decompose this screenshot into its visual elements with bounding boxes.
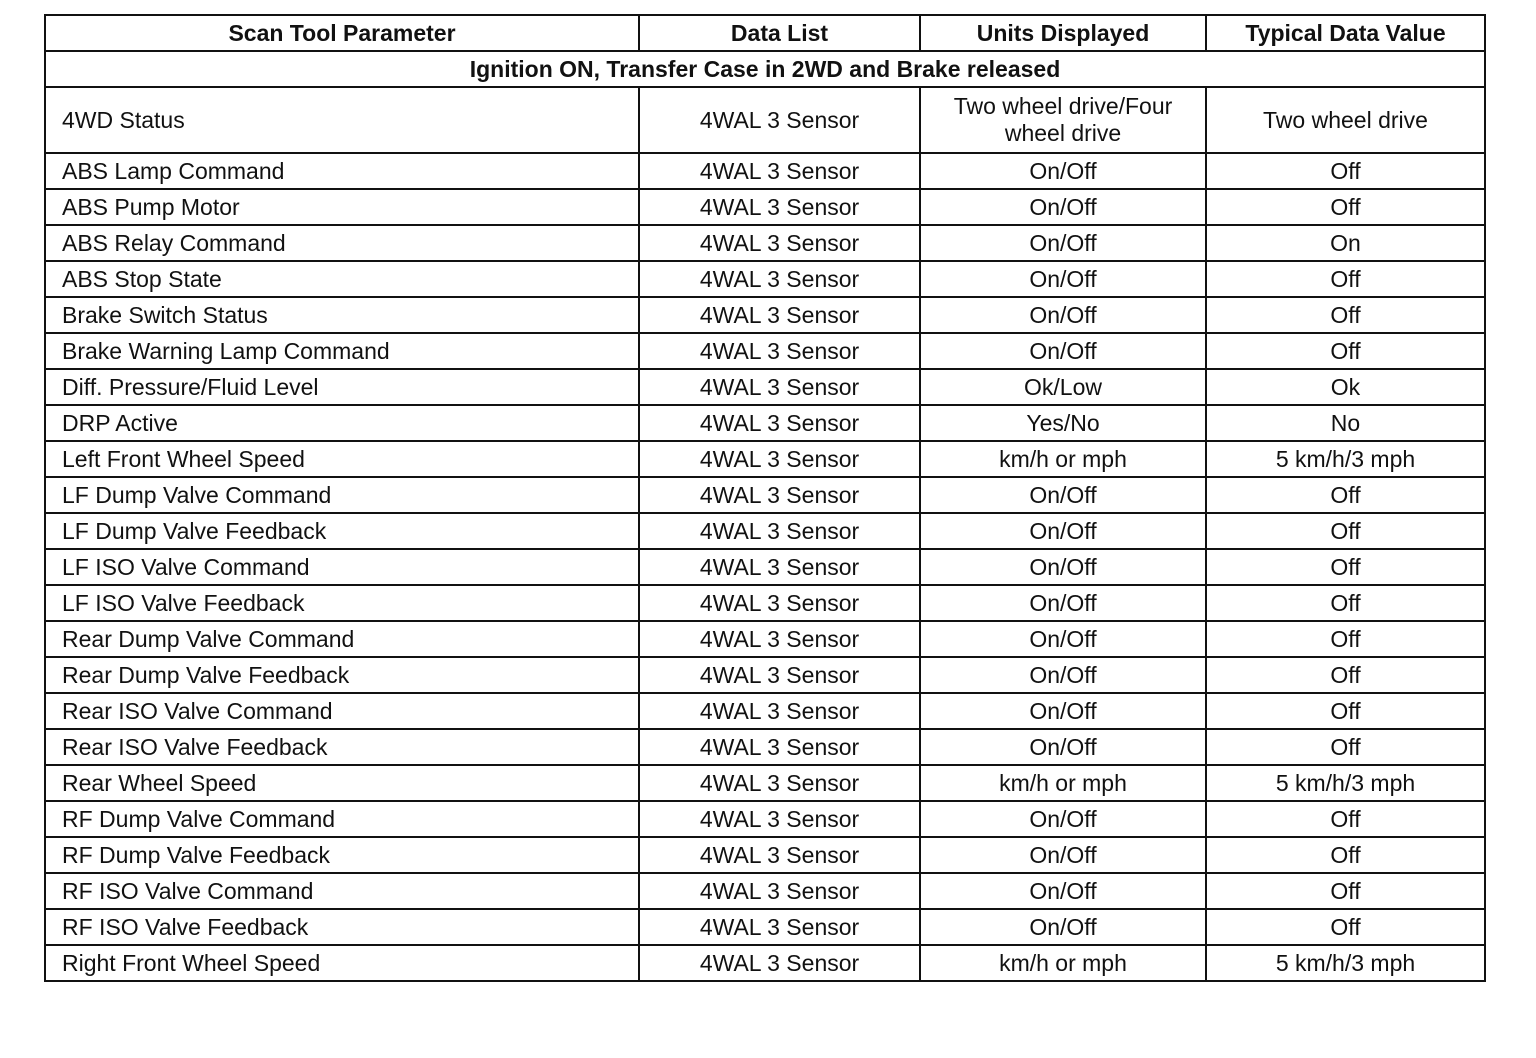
cell-typical-data-value: Off [1206,549,1485,585]
cell-data-list: 4WAL 3 Sensor [639,369,920,405]
table-row [45,621,1485,657]
cell-data-list: 4WAL 3 Sensor [639,153,920,189]
cell-typical-data-value: Two wheel drive [1206,87,1485,153]
cell-typical-data-value: On [1206,225,1485,261]
cell-units-displayed: On/Off [920,729,1206,765]
cell-data-list: 4WAL 3 Sensor [639,225,920,261]
cell-scan-tool-parameter: ABS Lamp Command [45,153,639,189]
cell-units-displayed: Two wheel drive/Four wheel drive [920,87,1206,153]
cell-data-list: 4WAL 3 Sensor [639,909,920,945]
cell-typical-data-value: Off [1206,873,1485,909]
table-row [45,477,1485,513]
cell-units-displayed: On/Off [920,693,1206,729]
section-title: Ignition ON, Transfer Case in 2WD and Brake released [45,51,1485,87]
cell-typical-data-value: Off [1206,333,1485,369]
cell-scan-tool-parameter: 4WD Status [45,87,639,153]
table-body [45,51,1485,981]
table-row [45,441,1485,477]
header-scan-tool-parameter: Scan Tool Parameter [45,15,639,51]
table-row [45,153,1485,189]
cell-data-list: 4WAL 3 Sensor [639,657,920,693]
cell-data-list: 4WAL 3 Sensor [639,261,920,297]
cell-units-displayed: On/Off [920,837,1206,873]
cell-scan-tool-parameter: Left Front Wheel Speed [45,441,639,477]
cell-units-displayed: On/Off [920,153,1206,189]
cell-scan-tool-parameter: Rear Dump Valve Feedback [45,657,639,693]
cell-typical-data-value: Off [1206,693,1485,729]
table-header [45,15,1485,51]
cell-scan-tool-parameter: LF ISO Valve Feedback [45,585,639,621]
cell-typical-data-value: Off [1206,585,1485,621]
cell-scan-tool-parameter: Rear Wheel Speed [45,765,639,801]
cell-data-list: 4WAL 3 Sensor [639,513,920,549]
cell-scan-tool-parameter: Diff. Pressure/Fluid Level [45,369,639,405]
cell-scan-tool-parameter: RF Dump Valve Command [45,801,639,837]
cell-units-displayed: On/Off [920,585,1206,621]
cell-units-displayed: km/h or mph [920,945,1206,981]
cell-typical-data-value: Off [1206,909,1485,945]
scan-tool-data-table [44,14,1486,982]
cell-data-list: 4WAL 3 Sensor [639,621,920,657]
table-row [45,513,1485,549]
cell-scan-tool-parameter: RF Dump Valve Feedback [45,837,639,873]
cell-data-list: 4WAL 3 Sensor [639,837,920,873]
cell-data-list: 4WAL 3 Sensor [639,405,920,441]
table-row [45,693,1485,729]
cell-units-displayed: On/Off [920,621,1206,657]
table-row [45,261,1485,297]
table-row [45,945,1485,981]
cell-typical-data-value: No [1206,405,1485,441]
table-row [45,801,1485,837]
table-row [45,909,1485,945]
section-row [45,51,1485,87]
cell-data-list: 4WAL 3 Sensor [639,87,920,153]
cell-units-displayed: Ok/Low [920,369,1206,405]
header-row [45,15,1485,51]
cell-units-displayed: On/Off [920,513,1206,549]
cell-typical-data-value: Off [1206,801,1485,837]
cell-data-list: 4WAL 3 Sensor [639,801,920,837]
cell-data-list: 4WAL 3 Sensor [639,189,920,225]
cell-data-list: 4WAL 3 Sensor [639,477,920,513]
header-units-displayed: Units Displayed [920,15,1206,51]
cell-units-displayed: Yes/No [920,405,1206,441]
cell-typical-data-value: Off [1206,477,1485,513]
cell-data-list: 4WAL 3 Sensor [639,297,920,333]
cell-typical-data-value: Ok [1206,369,1485,405]
cell-units-displayed: On/Off [920,261,1206,297]
cell-scan-tool-parameter: ABS Relay Command [45,225,639,261]
table-row [45,369,1485,405]
cell-typical-data-value: Off [1206,261,1485,297]
cell-scan-tool-parameter: Brake Warning Lamp Command [45,333,639,369]
cell-units-displayed: On/Off [920,189,1206,225]
cell-units-displayed: On/Off [920,333,1206,369]
cell-scan-tool-parameter: RF ISO Valve Command [45,873,639,909]
table-row [45,837,1485,873]
table-row [45,729,1485,765]
cell-scan-tool-parameter: DRP Active [45,405,639,441]
cell-scan-tool-parameter: ABS Stop State [45,261,639,297]
cell-data-list: 4WAL 3 Sensor [639,729,920,765]
cell-typical-data-value: Off [1206,153,1485,189]
cell-scan-tool-parameter: Rear Dump Valve Command [45,621,639,657]
table-row [45,297,1485,333]
cell-scan-tool-parameter: Rear ISO Valve Command [45,693,639,729]
cell-scan-tool-parameter: RF ISO Valve Feedback [45,909,639,945]
cell-scan-tool-parameter: Rear ISO Valve Feedback [45,729,639,765]
cell-typical-data-value: 5 km/h/3 mph [1206,765,1485,801]
cell-units-displayed: km/h or mph [920,765,1206,801]
table-row [45,549,1485,585]
table-row [45,873,1485,909]
cell-units-displayed: On/Off [920,657,1206,693]
cell-typical-data-value: Off [1206,297,1485,333]
cell-units-displayed: On/Off [920,477,1206,513]
cell-units-displayed: On/Off [920,297,1206,333]
cell-scan-tool-parameter: Brake Switch Status [45,297,639,333]
cell-typical-data-value: Off [1206,729,1485,765]
cell-units-displayed: km/h or mph [920,441,1206,477]
cell-units-displayed: On/Off [920,801,1206,837]
cell-scan-tool-parameter: LF Dump Valve Command [45,477,639,513]
cell-typical-data-value: Off [1206,513,1485,549]
table-row [45,333,1485,369]
cell-data-list: 4WAL 3 Sensor [639,549,920,585]
cell-data-list: 4WAL 3 Sensor [639,333,920,369]
cell-scan-tool-parameter: LF ISO Valve Command [45,549,639,585]
header-typical-data-value: Typical Data Value [1206,15,1485,51]
cell-units-displayed: On/Off [920,873,1206,909]
cell-typical-data-value: 5 km/h/3 mph [1206,945,1485,981]
header-data-list: Data List [639,15,920,51]
table-row [45,405,1485,441]
cell-data-list: 4WAL 3 Sensor [639,765,920,801]
cell-scan-tool-parameter: Right Front Wheel Speed [45,945,639,981]
cell-typical-data-value: Off [1206,657,1485,693]
cell-data-list: 4WAL 3 Sensor [639,945,920,981]
cell-data-list: 4WAL 3 Sensor [639,585,920,621]
cell-units-displayed: On/Off [920,549,1206,585]
cell-typical-data-value: Off [1206,189,1485,225]
cell-typical-data-value: Off [1206,621,1485,657]
table-row [45,87,1485,153]
cell-data-list: 4WAL 3 Sensor [639,441,920,477]
cell-units-displayed: On/Off [920,225,1206,261]
cell-data-list: 4WAL 3 Sensor [639,873,920,909]
table-row [45,225,1485,261]
cell-units-displayed: On/Off [920,909,1206,945]
table-row [45,585,1485,621]
table-row [45,189,1485,225]
cell-typical-data-value: Off [1206,837,1485,873]
cell-typical-data-value: 5 km/h/3 mph [1206,441,1485,477]
cell-scan-tool-parameter: LF Dump Valve Feedback [45,513,639,549]
table-row [45,657,1485,693]
cell-scan-tool-parameter: ABS Pump Motor [45,189,639,225]
table-row [45,765,1485,801]
cell-data-list: 4WAL 3 Sensor [639,693,920,729]
